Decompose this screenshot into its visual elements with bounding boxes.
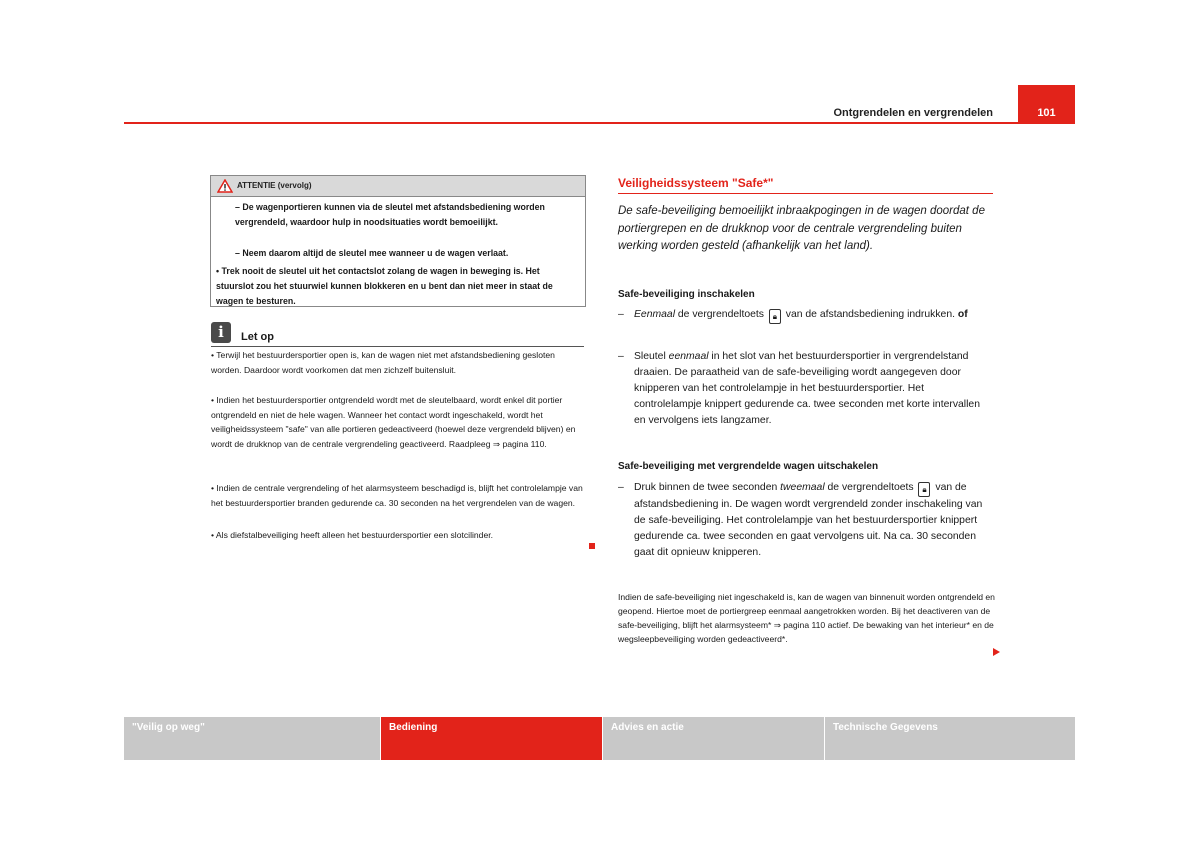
warning-box	[210, 175, 586, 307]
warning-header	[211, 176, 585, 197]
step-item	[618, 480, 994, 578]
closing-paragraph: Indien de safe-beveiliging niet ingeschakeld is, kan de wagen van binnenuit worden ontgrendeld en geopend. Hiertoe moet de portiergreep eenmaal aangetrokken worden. Bij het deactiveren van de safe-beveiliging, blijft het alarmsysteem* ⇒ pagina 110 actief. De bewaking van het interieur* en de wegsleepbeveiliging worden gedeactiveerd*.	[618, 592, 995, 644]
step-text-part: de vergrendeltoets	[675, 309, 767, 320]
step-dash: –	[618, 482, 624, 493]
warning-item: – Neem daarom altijd de sleutel mee wanneer u de wagen verlaat.	[235, 248, 509, 258]
step-item	[618, 349, 994, 447]
step-or: of	[957, 309, 968, 320]
warning-title: ATTENTIE (vervolg)	[237, 181, 312, 190]
note-paragraph: • Indien het bestuurdersportier ontgrendeld wordt met de sleutelbaard, wordt enkel dit portier ontgrendeld en niet de hele wagen. Wanneer het contact wordt ingeschakeld, wordt het veiligheidssysteem "safe" van alle portieren gedeactiveerd (hoewel deze vergrendeld blijven) en wordt de drukknop van de centrale vergrendeling geactiveerd. Raadpleeg ⇒ pagina 110.	[211, 395, 576, 449]
tab-label: Advies en actie	[611, 722, 684, 733]
info-icon	[211, 322, 231, 343]
warning-item: – De wagenportieren kunnen via de sleutel met afstandsbediening worden vergrendeld, waardoor hulp in noodsituaties wordt bemoeilijkt.	[235, 202, 545, 227]
step-text	[634, 480, 994, 561]
header-rule	[124, 122, 1075, 124]
note-paragraph: • Als diefstalbeveiliging heeft alleen het bestuurdersportier een slotcilinder.	[211, 530, 493, 540]
step-text	[634, 349, 994, 429]
step-emphasis: eenmaal	[668, 351, 709, 362]
step-text-part: Druk binnen de twee seconden	[634, 482, 781, 493]
lock-key-icon: 🔒︎	[918, 482, 930, 497]
step-item	[618, 307, 994, 341]
tab-bediening[interactable]	[381, 717, 602, 760]
step-emphasis: tweemaal	[780, 482, 825, 493]
note-title: Let op	[241, 331, 274, 343]
info-icon-letter: i	[218, 323, 224, 341]
note-paragraph: • Indien de centrale vergrendeling of het alarmsysteem beschadigd is, blijft het controlelampje van het bestuurdersportier branden gedurende ca. 30 seconden na het vergrendelen van de wagen.	[211, 483, 583, 508]
subheading-disable: Safe-beveiliging met vergrendelde wagen uitschakelen	[618, 461, 879, 472]
step-text-part: de vergrendeltoets	[824, 482, 917, 493]
tab-label: Bediening	[389, 722, 438, 733]
tab-advies-en-actie[interactable]	[603, 717, 824, 760]
end-of-section-marker	[589, 543, 595, 549]
page-header-title: Ontgrendelen en vergrendelen	[833, 107, 993, 119]
continue-arrow-icon	[993, 648, 1000, 656]
note-paragraph: • Terwijl het bestuurdersportier open is, kan de wagen niet met afstandsbediening gesloten worden. Daardoor wordt voorkomen dat men zichzelf buitensluit.	[211, 350, 555, 375]
section-rule	[618, 193, 993, 194]
lock-key-icon: 🔒︎	[769, 309, 781, 324]
tab-veilig-op-weg[interactable]	[124, 717, 380, 760]
step-text-part: van de afstandsbediening indrukken.	[782, 309, 958, 320]
tab-technische-gegevens[interactable]	[825, 717, 1075, 760]
page-number: 101	[1037, 107, 1056, 119]
step-text-part: Sleutel	[634, 351, 669, 362]
step-text	[634, 307, 994, 324]
subheading-enable: Safe-beveiliging inschakelen	[618, 289, 755, 300]
tab-label: "Veilig op weg"	[132, 722, 205, 733]
warning-triangle-icon	[217, 179, 233, 193]
step-dash: –	[618, 351, 624, 362]
tab-label: Technische Gegevens	[833, 722, 938, 733]
section-title: Veiligheidssysteem "Safe*"	[618, 176, 774, 190]
step-text-part: in het slot van het bestuurdersportier in vergrendelstand draaien. De paraatheid van de safe-beveiliging wordt aangegeven door knipperen van het controlelampje in het bestuurdersportier. Het controlelampje knippert gedurende ca. twee seconden met korte intervallen en vervolgens iets langzamer.	[634, 351, 980, 426]
step-text-part: van de afstandsbediening in. De wagen wordt vergrendeld zonder inschakeling van de safe-beveiliging. Het controlelampje van het bestuurdersportier knippert gedurende ca. twee seconden en gaat vervolgens uit. Na ca. 30 seconden gaat dit opnieuw knipperen.	[634, 482, 983, 558]
warning-item: • Trek nooit de sleutel uit het contactslot zolang de wagen in beweging is. Het stuurslot zou het stuurwiel kunnen blokkeren en u bent dan niet meer in staat de wagen te besturen.	[216, 266, 553, 306]
note-divider	[211, 346, 584, 347]
step-dash: –	[618, 309, 624, 320]
step-emphasis: Eenmaal	[634, 309, 676, 320]
section-intro: De safe-beveiliging bemoeilijkt inbraakpogingen in de wagen doordat de portiergrepen en de drukknop voor de centrale vergrendeling buiten werking worden gesteld (afhankelijk van het land).	[618, 205, 985, 252]
